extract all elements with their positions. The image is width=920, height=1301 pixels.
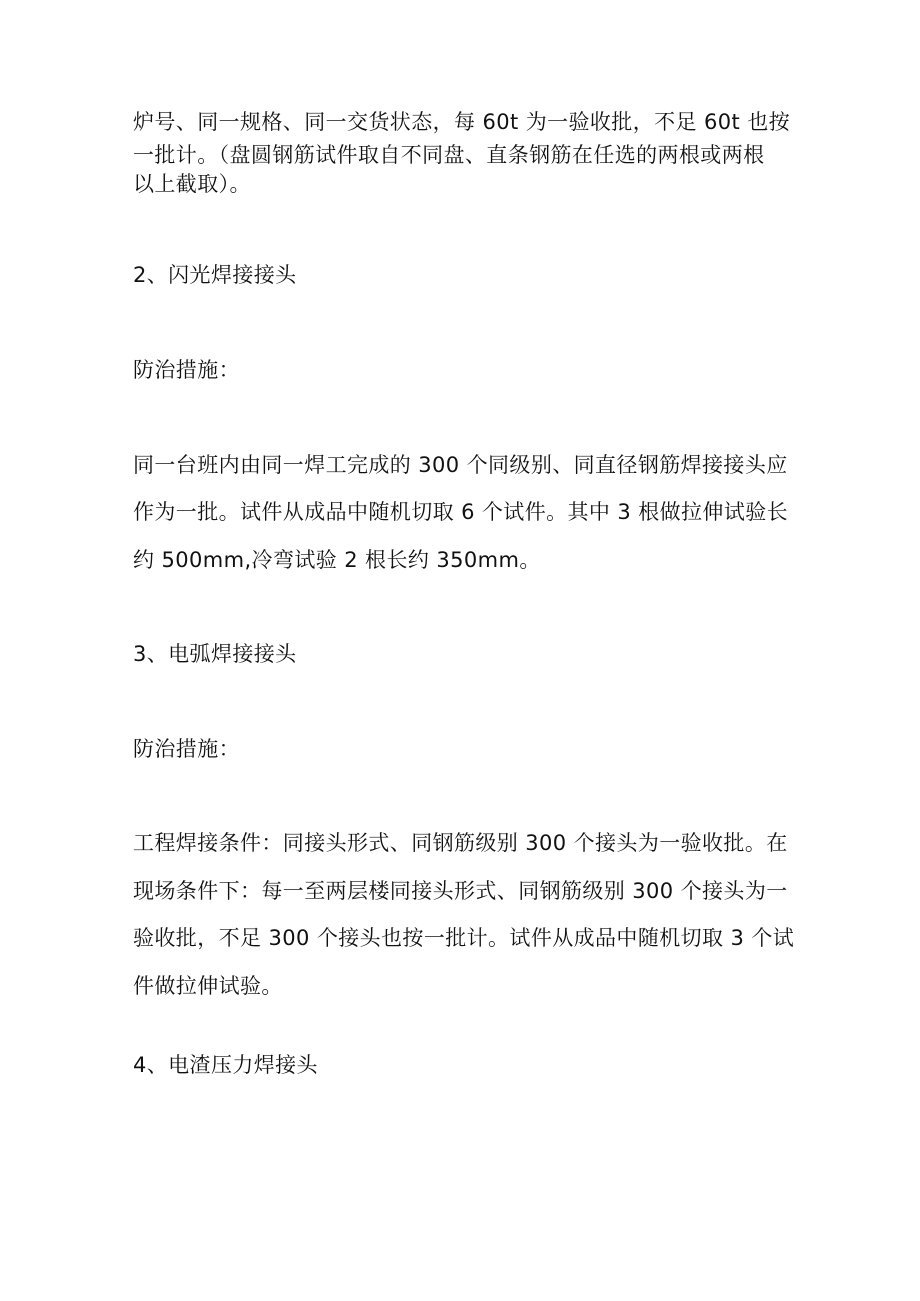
paragraph-3-line-4: 件做拉伸试验。 <box>133 974 283 998</box>
measures-label-1: 防治措施： <box>133 358 240 382</box>
measures-label-2: 防治措施： <box>133 737 240 761</box>
paragraph-3-line-1: 工程焊接条件：同接头形式、同钢筋级别 300 个接头为一验收批。在 <box>133 831 788 855</box>
paragraph-3-line-3: 验收批，不足 300 个接头也按一批计。试件从成品中随机切取 3 个试 <box>133 926 795 950</box>
paragraph-2-line-2: 作为一批。试件从成品中随机切取 6 个试件。其中 3 根做拉伸试验长 <box>133 500 789 524</box>
section-heading-4: 4、电渣压力焊接头 <box>133 1053 318 1077</box>
paragraph-1-line-2: 一批计。（盘圆钢筋试件取自不同盘、直条钢筋在任选的两根或两根 <box>133 143 765 167</box>
section-heading-2: 2、闪光焊接接头 <box>133 263 297 287</box>
paragraph-1-line-3: 以上截取）。 <box>133 172 251 196</box>
paragraph-2-line-1: 同一台班内由同一焊工完成的 300 个同级别、同直径钢筋焊接接头应 <box>133 453 788 477</box>
section-heading-3: 3、电弧焊接接头 <box>133 642 297 666</box>
paragraph-1-line-1: 炉号、同一规格、同一交货状态，每 60t 为一验收批，不足 60t 也按 <box>133 110 791 134</box>
paragraph-2-line-3: 约 500mm,冷弯试验 2 根长约 350mm。 <box>133 548 541 572</box>
paragraph-3-line-2: 现场条件下：每一至两层楼同接头形式、同钢筋级别 300 个接头为一 <box>133 879 788 903</box>
